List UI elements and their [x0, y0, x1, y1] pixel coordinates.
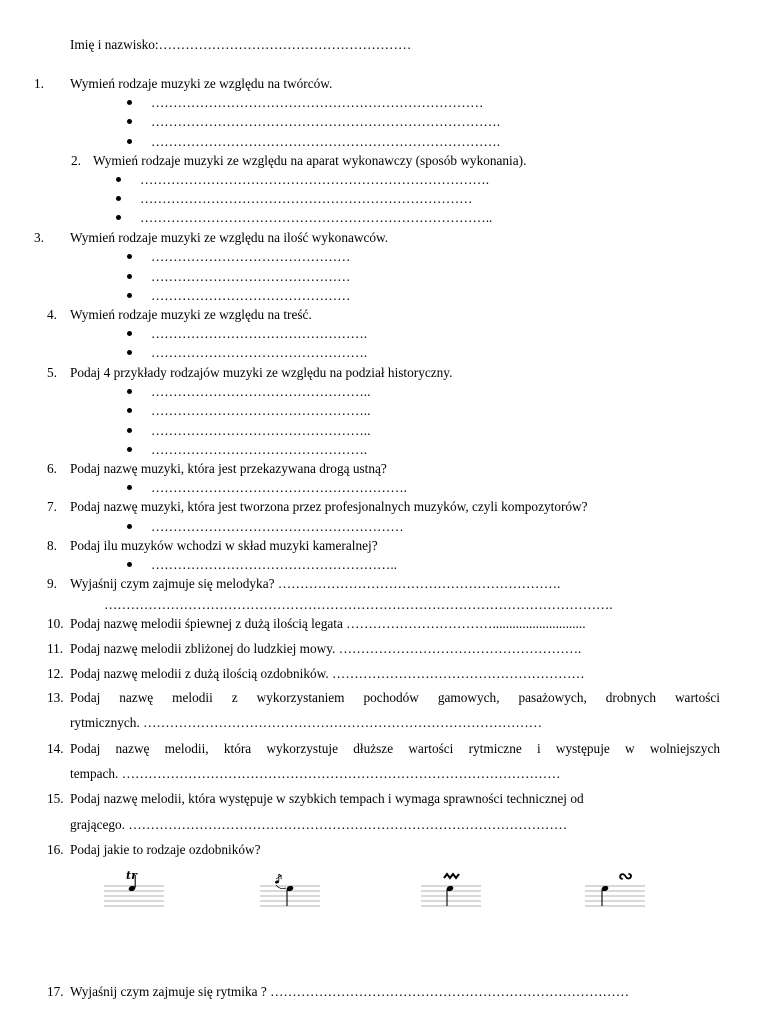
question-text: Podaj 4 przykłady rodzajów muzyki ze względu na podział historyczny. [70, 365, 453, 380]
answer-line[interactable]: …………………………………………. [151, 442, 368, 457]
question-text: Wymień rodzaje muzyki ze względu na twórców. [70, 76, 333, 91]
answer-line[interactable]: …………………………………………. [151, 345, 368, 360]
bullet [116, 177, 121, 182]
question-text: Podaj nazwę melodii, która występuje w szybkich tempach i wymaga sprawności technicznej od [70, 791, 584, 806]
bullet [127, 100, 132, 105]
answer-line[interactable]: ……………………………………………………………………. [151, 114, 501, 129]
answer-line[interactable]: grającego. ……………………………………………………………………………………… [70, 817, 568, 832]
question-number: 3. [34, 230, 44, 245]
answer-line[interactable]: tempach. ……………………………………………………………………………………… [70, 766, 561, 781]
answer-line[interactable]: …………………………………………………………………….. [140, 210, 493, 225]
question-text: Wymień rodzaje muzyki ze względu na treść. [70, 307, 312, 322]
answer-line[interactable]: …………………………………………………. [151, 480, 407, 495]
question-number: 11. [47, 641, 64, 656]
question-number: 16. [47, 842, 64, 857]
answer-line[interactable]: …………………………………………. [151, 326, 368, 341]
question-number: 7. [47, 499, 57, 514]
bullet [127, 408, 132, 413]
question-text: Podaj jakie to rodzaje ozdobników? [70, 842, 261, 857]
question-text: Wymień rodzaje muzyki ze względu na ilość wykonawców. [70, 230, 389, 245]
question-number: 10. [47, 616, 64, 631]
bullet [127, 428, 132, 433]
question-text: Wymień rodzaje muzyki ze względu na aparat wykonawczy (sposób wykonania). [93, 153, 527, 168]
answer-line[interactable]: ……………………………………… [151, 269, 351, 284]
answer-line[interactable]: ……………………………………………………………………. [140, 172, 490, 187]
question-number: 17. [47, 984, 64, 999]
question-text: Podaj nazwę melodii z dużą ilością ozdobników. ………………………………………………… [70, 666, 585, 681]
answer-line[interactable]: ……………………………………………………………………………………………………. [104, 597, 613, 612]
trill-icon [104, 870, 164, 910]
question-number: 13. [47, 690, 64, 705]
question-number: 15. [47, 791, 64, 806]
bullet [116, 196, 121, 201]
question-number: 4. [47, 307, 57, 322]
question-number: 2. [71, 153, 81, 168]
bullet [127, 485, 132, 490]
question-number: 8. [47, 538, 57, 553]
question-number: 9. [47, 576, 57, 591]
question-number: 1. [34, 76, 44, 91]
turn-label: ∾ [618, 870, 634, 887]
question-text: Podaj nazwę melodii z wykorzystaniem pochodów gamowych, pasażowych, drobnych wartości [70, 690, 720, 705]
bullet [127, 389, 132, 394]
answer-line[interactable]: ……………………………………………….. [151, 557, 397, 572]
bullet [127, 447, 132, 452]
bullet [127, 350, 132, 355]
answer-line[interactable]: ……………………………………… [151, 249, 351, 264]
question-text: Wyjaśnij czym zajmuje się rytmika ? ……………………………………………………………………… [70, 984, 630, 999]
answer-line[interactable]: ……………………………………………………………………. [151, 134, 501, 149]
bullet [127, 139, 132, 144]
question-text: Podaj nazwę melodii, która wykorzystuje dłuższe wartości rytmiczne i występuje w wolniejszych [70, 741, 720, 756]
trill-label: tr [126, 870, 137, 882]
name-field-label: Imię i nazwisko:………………………………………………… [70, 37, 412, 52]
question-number: 12. [47, 666, 64, 681]
bullet [127, 119, 132, 124]
question-text: Podaj nazwę muzyki, która jest tworzona przez profesjonalnych muzyków, czyli kompozytorów? [70, 499, 588, 514]
question-text: Podaj ilu muzyków wchodzi w skład muzyki kameralnej? [70, 538, 378, 553]
question-number: 6. [47, 461, 57, 476]
bullet [127, 562, 132, 567]
turn-icon [585, 870, 645, 910]
mordent-icon [421, 870, 481, 910]
question-text: Podaj nazwę melodii zbliżonej do ludzkiej mowy. ………………………………………………. [70, 641, 582, 656]
question-text: Podaj nazwę muzyki, która jest przekazywana drogą ustną? [70, 461, 387, 476]
bullet [127, 293, 132, 298]
bullet [127, 331, 132, 336]
bullet [127, 274, 132, 279]
question-number: 14. [47, 741, 64, 756]
answer-line[interactable]: ……………………………………… [151, 288, 351, 303]
bullet [127, 254, 132, 259]
answer-line[interactable]: ………………………………………………………………… [140, 191, 473, 206]
answer-line[interactable]: ………………………………………………………………… [151, 95, 484, 110]
question-text: Podaj nazwę melodii śpiewnej z dużą ilością legata ……………………………............................ [70, 616, 586, 631]
answer-line[interactable]: ………………………………………….. [151, 403, 371, 418]
bullet [116, 215, 121, 220]
question-text: Wyjaśnij czym zajmuje się melodyka? ………………………………………………………. [70, 576, 561, 591]
answer-line[interactable]: ………………………………………….. [151, 384, 371, 399]
answer-line[interactable]: ………………………………………………… [151, 519, 404, 534]
bullet [127, 524, 132, 529]
question-number: 5. [47, 365, 57, 380]
answer-line[interactable]: rytmicznych. ……………………………………………………………………………… [70, 715, 543, 730]
answer-line[interactable]: ………………………………………….. [151, 423, 371, 438]
grace-note-icon [260, 870, 320, 910]
